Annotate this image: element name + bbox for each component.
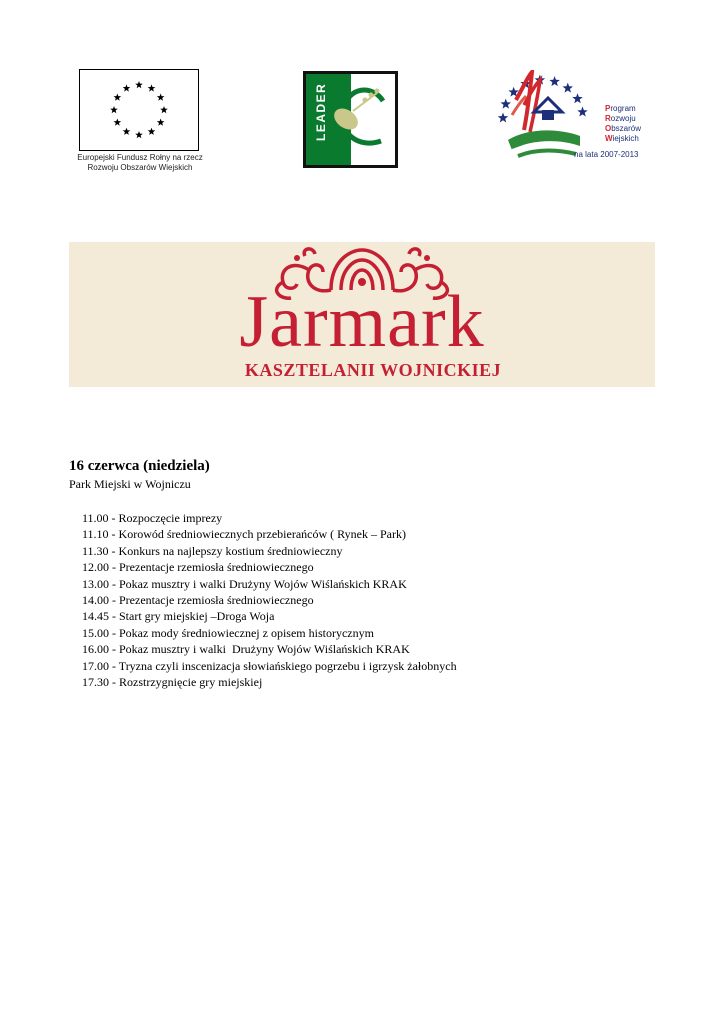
schedule-item: 17.30 - Rozstrzygnięcie gry miejskiej [82,675,263,690]
eu-star-icon [157,94,165,101]
schedule-item: 15.00 - Pokaz mody średniowiecznej z opisem historycznym [82,625,374,640]
schedule-item: 11.00 - Rozpoczęcie imprezy [82,511,223,525]
eu-caption-line2: Rozwoju Obszarów Wiejskich [87,163,193,172]
prow-initial: W [605,134,613,143]
prow-rest: bszarów [611,124,642,133]
schedule-item: 17.00 - Tryzna czyli inscenizacja słowiańskiego pogrzebu i igrzysk żałobnych [82,658,457,673]
prow-rest: ozwoju [610,114,636,123]
leader-label: LEADER [314,82,328,141]
schedule-list [82,510,457,690]
event-place: Park Miejski w Wojniczu [69,477,191,491]
eu-flag [79,69,199,151]
eu-star-icon [110,106,118,113]
prow-star-icon [549,76,559,86]
eu-star-icon [160,106,168,113]
schedule-item: 16.00 - Pokaz musztry i walki Drużyny Wojów Wiślańskich KRAK [82,642,410,657]
prow-star-icon [501,99,511,109]
event-date: 16 czerwca (niedziela) [69,458,210,474]
jarmark-banner [69,242,655,387]
prow-line [605,114,641,124]
schedule-item: 14.00 - Prezentacje rzemiosła średniowiecznego [82,593,314,608]
eu-star-icon [123,128,131,135]
eu-star-icon [135,131,143,138]
prow-star-icon [572,93,582,103]
schedule-item: 13.00 - Pokaz musztry i walki Drużyny Wojów Wiślańskich KRAK [82,576,407,591]
prow-star-icon [577,107,587,117]
eu-star-icon [157,119,165,126]
eu-star-icon [114,119,122,126]
schedule-item: 11.10 - Korowód średniowiecznych przebierańców ( Rynek – Park) [82,527,406,542]
prow-years: na lata 2007-2013 [574,150,639,159]
banner-title: Jarmark [239,281,485,363]
prow-rest: iejskich [612,134,639,143]
prow-initial: R [605,114,611,123]
prow-rest: rogram [610,104,636,113]
schedule-item: 12.00 - Prezentacje rzemiosła średniowiecznego [82,560,314,575]
prow-star-icon [563,83,573,93]
eu-star-icon [123,84,131,91]
leader-logo [303,71,398,168]
eu-star-icon [114,94,122,101]
prow-line [605,124,641,134]
prow-line [605,134,641,144]
prow-text [605,104,641,144]
eu-caption-line1: Europejski Fundusz Rołny na rzecz [77,153,203,162]
banner-subtitle: KASZTELANII WOJNICKIEJ [244,360,502,380]
prow-initial: O [605,124,612,133]
prow-logo [488,70,658,170]
eu-star-icon [148,128,156,135]
prow-star-icon [498,113,508,123]
eu-star-icon [148,84,156,91]
eu-star-icon [135,81,143,88]
prow-line [605,104,641,114]
eu-caption [66,153,214,173]
prow-initial: P [605,104,611,113]
schedule-item: 11.30 - Konkurs na najlepszy kostium średniowieczny [82,543,343,558]
schedule-item: 14.45 - Start gry miejskiej –Droga Woja [82,609,275,624]
eu-stars-icon [80,70,198,150]
